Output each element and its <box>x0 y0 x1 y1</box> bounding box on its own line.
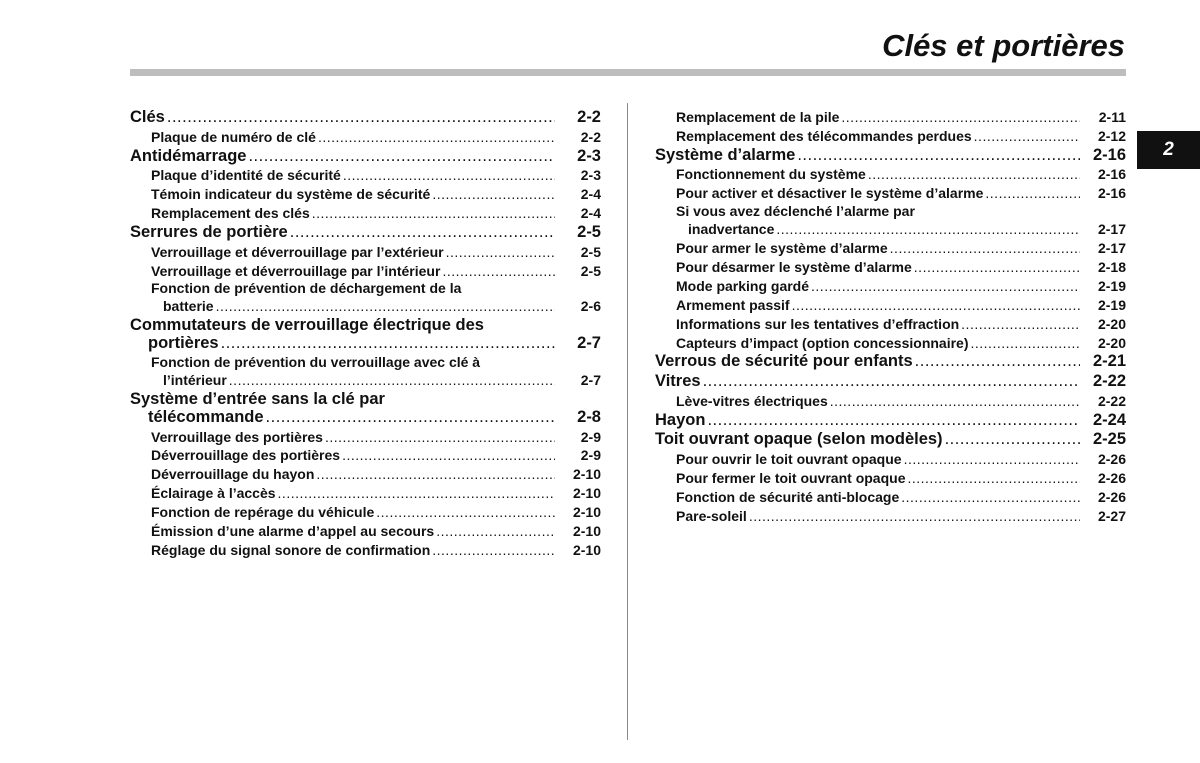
dot-leader <box>830 392 1080 411</box>
toc-entry[interactable] <box>655 334 1126 353</box>
dot-leader <box>278 484 555 503</box>
dot-leader <box>442 262 555 281</box>
toc-page-number: 2-6 <box>580 298 601 315</box>
column-divider <box>627 103 628 740</box>
toc-entry-title: Informations sur les tentatives d’effraction <box>676 315 960 332</box>
toc-page-number: 2-4 <box>580 205 601 222</box>
toc-page-number: 2-10 <box>572 541 601 558</box>
toc-page-number: 2-5 <box>580 262 601 279</box>
dot-leader <box>216 297 555 316</box>
toc-entry[interactable] <box>130 108 601 128</box>
dot-leader <box>904 450 1080 469</box>
toc-entry-title: Hayon <box>655 410 706 429</box>
header-rule <box>130 69 1126 76</box>
toc-page-number: 2-19 <box>1097 296 1126 313</box>
toc-page-number: 2-17 <box>1097 221 1126 238</box>
toc-entry[interactable] <box>130 446 601 465</box>
toc-entry-title: Si vous avez déclenché l’alarme par <box>676 203 915 220</box>
toc-entry-title: Plaque de numéro de clé <box>151 128 316 145</box>
toc-entry[interactable] <box>130 503 601 522</box>
toc-entry[interactable] <box>130 204 601 223</box>
toc-page-number: 2-22 <box>1092 372 1126 391</box>
toc-entry-title: inadvertance <box>688 221 775 238</box>
toc-entry-title: batterie <box>163 298 214 315</box>
dot-leader <box>221 334 555 354</box>
toc-page-number: 2-25 <box>1092 430 1126 449</box>
toc-page-number: 2-5 <box>580 243 601 260</box>
dot-leader <box>985 184 1080 203</box>
toc-page-number: 2-24 <box>1092 410 1126 429</box>
dot-leader <box>907 469 1080 488</box>
toc-entry[interactable] <box>130 390 601 428</box>
toc-page-number: 2-3 <box>577 146 601 165</box>
toc-page-number: 2-20 <box>1097 315 1126 332</box>
dot-leader <box>792 296 1080 315</box>
toc-entry-title: Témoin indicateur du système de sécurité <box>151 186 431 203</box>
dot-leader <box>325 428 555 447</box>
toc-page-number: 2-7 <box>577 334 601 353</box>
dot-leader <box>868 165 1080 184</box>
toc-entry-title: télécommande <box>148 407 264 426</box>
toc-entry-title: Déverrouillage des portières <box>151 447 341 464</box>
toc-entry[interactable] <box>130 316 601 354</box>
toc-entry[interactable] <box>655 146 1126 166</box>
toc-entry-title: Réglage du signal sonore de confirmation <box>151 541 431 558</box>
toc-page-number: 2-26 <box>1097 470 1126 487</box>
dot-leader <box>749 507 1080 526</box>
dot-leader <box>974 127 1080 146</box>
toc-page-number: 2-17 <box>1097 240 1126 257</box>
toc-page-number: 2-12 <box>1097 127 1126 144</box>
toc-entry-title: Clés <box>130 108 165 126</box>
toc-entry[interactable] <box>655 239 1126 258</box>
toc-entry-title: Verrous de sécurité pour enfants <box>655 352 913 371</box>
toc-page-number: 2-9 <box>580 428 601 445</box>
toc-page-number: 2-9 <box>580 447 601 464</box>
toc-entry-title: Système d’alarme <box>655 145 796 164</box>
toc-page-number: 2-10 <box>572 523 601 540</box>
toc-entry[interactable] <box>130 541 601 560</box>
dot-leader <box>318 128 555 147</box>
dot-leader <box>890 239 1080 258</box>
toc-entry-title: Remplacement des clés <box>151 205 310 222</box>
toc-page-number: 2-18 <box>1097 259 1126 276</box>
toc-page-number: 2-2 <box>580 128 601 145</box>
toc-page-number: 2-10 <box>572 504 601 521</box>
toc-entry[interactable] <box>655 258 1126 277</box>
toc-entry-title: Pour armer le système d’alarme <box>676 240 888 257</box>
toc-page-number: 2-4 <box>580 186 601 203</box>
toc-entry[interactable] <box>655 296 1126 315</box>
dot-leader <box>961 315 1080 334</box>
dot-leader <box>797 146 1080 166</box>
dot-leader <box>915 352 1080 372</box>
toc-entry-title: Pour désarmer le système d’alarme <box>676 259 912 276</box>
toc-entry-title: Verrouillage et déverrouillage par l’intérieur <box>151 262 441 279</box>
dot-leader <box>811 277 1080 296</box>
dot-leader <box>945 430 1080 450</box>
toc-page-number: 2-5 <box>577 222 601 241</box>
toc-entry-title: Pour fermer le toit ouvrant opaque <box>676 470 906 487</box>
toc-entry[interactable] <box>655 315 1126 334</box>
toc-entry[interactable] <box>130 484 601 503</box>
toc-page-number: 2-26 <box>1097 488 1126 505</box>
toc-entry-title: Fonction de repérage du véhicule <box>151 504 375 521</box>
toc-entry-title: Vitres <box>655 372 701 391</box>
dot-leader <box>432 541 555 560</box>
toc-page-number: 2-16 <box>1097 166 1126 183</box>
toc-entry-title: portières <box>148 334 219 353</box>
toc-page-number: 2-7 <box>580 371 601 388</box>
toc-entry[interactable] <box>130 522 601 541</box>
dot-leader <box>703 372 1080 392</box>
toc-entry-title: Antidémarrage <box>130 146 247 165</box>
toc-page-number: 2-27 <box>1097 507 1126 524</box>
toc-entry-title: Verrouillage des portières <box>151 428 323 445</box>
toc-entry[interactable] <box>655 450 1126 469</box>
dot-leader <box>436 522 555 541</box>
toc-entry[interactable] <box>130 128 601 147</box>
toc-entry[interactable] <box>130 166 601 185</box>
toc-entry-title: Déverrouillage du hayon <box>151 466 315 483</box>
toc-page-number: 2-10 <box>572 466 601 483</box>
toc-entry[interactable] <box>130 354 601 390</box>
toc-entry-title: Serrures de portière <box>130 222 288 241</box>
toc-page-number: 2-21 <box>1092 352 1126 371</box>
toc-entry-title: Mode parking gardé <box>676 277 810 294</box>
toc-entry[interactable] <box>655 277 1126 296</box>
toc-page-number: 2-11 <box>1098 109 1126 125</box>
dot-leader <box>342 446 555 465</box>
dot-leader <box>841 108 1080 127</box>
toc-entry[interactable] <box>655 488 1126 507</box>
toc-page-number: 2-20 <box>1097 334 1126 351</box>
toc-entry-title: Pare-soleil <box>676 507 747 524</box>
toc-entry-title: Remplacement de la pile <box>676 109 840 125</box>
toc-entry[interactable] <box>655 469 1126 488</box>
toc-entry-title: Commutateurs de verrouillage électrique des <box>130 316 484 335</box>
toc-entry-title: Plaque d’identité de sécurité <box>151 167 341 184</box>
chapter-title: Clés et portières <box>882 28 1125 63</box>
toc-entry-title: Fonction de prévention du verrouillage avec clé à <box>151 353 481 370</box>
toc-entry-title: Fonctionnement du système <box>676 166 866 183</box>
toc-entry[interactable] <box>655 165 1126 184</box>
toc-entry[interactable] <box>130 280 601 316</box>
dot-leader <box>248 147 555 167</box>
toc-entry-title: Armement passif <box>676 296 790 313</box>
dot-leader <box>971 334 1081 353</box>
toc-entry-title: Lève-vitres électriques <box>676 392 828 409</box>
toc-page-number: 2-16 <box>1092 145 1126 164</box>
toc-entry[interactable] <box>655 127 1126 146</box>
toc-entry[interactable] <box>130 223 601 243</box>
chapter-number: 2 <box>1163 139 1174 160</box>
toc-entry-title: Toit ouvrant opaque (selon modèles) <box>655 430 943 449</box>
toc-entry-title: Éclairage à l’accès <box>151 485 276 502</box>
toc-page-number: 2-16 <box>1097 185 1126 202</box>
toc-entry[interactable] <box>130 147 601 167</box>
toc-page-number: 2-19 <box>1097 277 1126 294</box>
toc-entry[interactable] <box>655 392 1126 411</box>
toc-entry[interactable] <box>130 243 601 262</box>
dot-leader <box>432 185 555 204</box>
toc-entry[interactable] <box>130 262 601 281</box>
toc-page-number: 2-22 <box>1097 392 1126 409</box>
toc-entry[interactable] <box>655 203 1126 239</box>
toc-entry-title: Fonction de prévention de déchargement de la <box>151 280 462 297</box>
dot-leader <box>266 408 555 428</box>
dot-leader <box>316 465 555 484</box>
toc-entry[interactable] <box>655 411 1126 431</box>
toc-entry[interactable] <box>655 430 1126 450</box>
toc-entry[interactable] <box>655 352 1126 372</box>
toc-entry-title: Verrouillage et déverrouillage par l’extérieur <box>151 243 444 260</box>
toc-right-column <box>655 108 1126 526</box>
toc-entry-title: Pour activer et désactiver le système d’alarme <box>676 185 984 202</box>
toc-entry-title: Pour ouvrir le toit ouvrant opaque <box>676 451 902 468</box>
dot-leader <box>707 411 1080 431</box>
toc-entry[interactable] <box>655 507 1126 526</box>
dot-leader <box>776 220 1080 239</box>
chapter-tab <box>1137 131 1200 169</box>
dot-leader <box>343 166 555 185</box>
toc-page-number: 2-26 <box>1097 451 1126 468</box>
toc-entry-title: Fonction de sécurité anti-blocage <box>676 488 900 505</box>
toc-entry[interactable] <box>130 428 601 447</box>
toc-entry-title: Capteurs d’impact (option concessionnaire) <box>676 334 969 351</box>
toc-page-number: 2-2 <box>577 108 601 126</box>
toc-page-number: 2-8 <box>577 407 601 426</box>
dot-leader <box>446 243 555 262</box>
dot-leader <box>312 204 555 223</box>
toc-entry[interactable] <box>655 372 1126 392</box>
toc-entry[interactable] <box>655 108 1126 127</box>
toc-entry-title: Émission d’une alarme d’appel au secours <box>151 523 435 540</box>
dot-leader <box>290 223 555 243</box>
toc-entry[interactable] <box>130 465 601 484</box>
toc-page-number: 2-3 <box>580 167 601 184</box>
toc-entry-title: Remplacement des télécommandes perdues <box>676 127 972 144</box>
toc-page-number: 2-10 <box>572 485 601 502</box>
toc-entry[interactable] <box>130 185 601 204</box>
toc-entry-title: Système d’entrée sans la clé par <box>130 389 385 408</box>
dot-leader <box>914 258 1080 277</box>
toc-entry[interactable] <box>655 184 1126 203</box>
dot-leader <box>229 371 555 390</box>
toc-left-column <box>130 108 601 560</box>
toc-entry-title: l’intérieur <box>163 371 227 388</box>
dot-leader <box>167 108 555 128</box>
dot-leader <box>901 488 1080 507</box>
dot-leader <box>376 503 555 522</box>
